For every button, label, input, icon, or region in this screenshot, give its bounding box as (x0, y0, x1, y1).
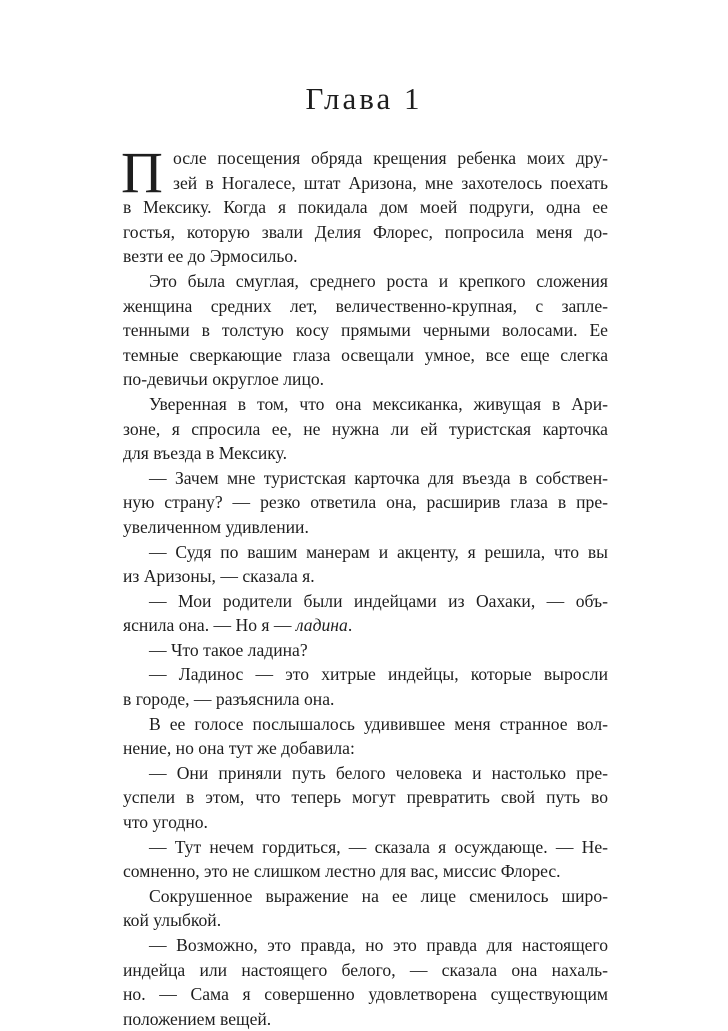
text-line: положением вещей. (123, 1008, 272, 1029)
text-line: гостья, которую звали Делия Флорес, попросила меня до- (123, 221, 608, 242)
text-line: что угодно. (123, 812, 208, 833)
text-line: тенными в толстую косу прямыми черными волосами. Ее (123, 320, 608, 341)
text-line: нение, но она тут же добавила: (123, 738, 355, 759)
text-line: из Аризоны, — сказала я. (123, 566, 315, 587)
text-line: темные сверкающие глаза освещали умное, все еще слегка (123, 344, 608, 365)
text-line: — Судя по вашим манерам и акценту, я решила, что вы (149, 541, 608, 562)
text-line: — Тут нечем гордиться, — сказала я осуждающе. — Не- (149, 836, 608, 857)
text-line: сомненно, это не слишком лестно для вас, миссис Флорес. (123, 861, 561, 882)
text-fragment: . (347, 615, 353, 636)
text-fragment: яснила она. — Но я — (123, 615, 296, 636)
text-line: для въезда в Мексику. (123, 443, 287, 464)
text-line: в Мексику. Когда я покидала дом моей подруги, одна ее (123, 197, 608, 218)
emphasis-ladina: ладина (295, 615, 348, 636)
text-line: успели в этом, что теперь могут превратить свой путь во (123, 787, 608, 808)
text-line: зей в Ногалесе, штат Аризона, мне захотелось поехать (173, 172, 608, 193)
text-line (123, 613, 608, 638)
text-line: В ее голосе послышалось удивившее меня странное вол- (149, 713, 608, 734)
text-line: женщина средних лет, величественно-крупная, с запле- (123, 295, 608, 316)
text-line: везти ее до Эрмосильо. (123, 246, 298, 267)
text-line: ную страну? — резко ответила она, расширив глаза в пре- (123, 492, 608, 513)
chapter-title: Глава 1 (305, 81, 423, 116)
text-line: — Мои родители были индейцами из Оахаки, — объ- (149, 590, 608, 611)
text-line: — Что такое ладина? (149, 639, 308, 660)
text-line: кой улыбкой. (123, 910, 222, 931)
text-line: но. — Сама я совершенно удовлетворена существующим (123, 984, 608, 1005)
text-line: — Они приняли путь белого человека и настолько пре- (149, 762, 608, 783)
text-line: — Возможно, это правда, но это правда для настоящего (149, 935, 608, 955)
text-line: индейца или настоящего белого, — сказала она нахаль- (123, 959, 608, 980)
text-line: — Ладинос — это хитрые индейцы, которые выросли (149, 664, 608, 685)
text-line: увеличенном удивлении. (123, 516, 309, 537)
text-line: — Зачем мне туристская карточка для въезда в собствен- (149, 467, 608, 488)
text-line: в городе, — разъяснила она. (123, 689, 335, 710)
text-line: Сокрушенное выражение на ее лице сменилось широ- (149, 885, 608, 906)
text-line: Уверенная в том, что она мексиканка, живущая в Ари- (149, 393, 608, 414)
text-line: зоне, я спросила ее, не нужна ли ей туристская карточка (123, 418, 608, 439)
drop-cap: П (121, 140, 163, 205)
text-line: осле посещения обряда крещения ребенка моих дру- (173, 148, 608, 168)
text-line: по-девичьи округлое лицо. (123, 369, 325, 390)
body-text (121, 140, 608, 1031)
text-line: Это была смуглая, среднего роста и крепкого сложения (149, 270, 608, 291)
